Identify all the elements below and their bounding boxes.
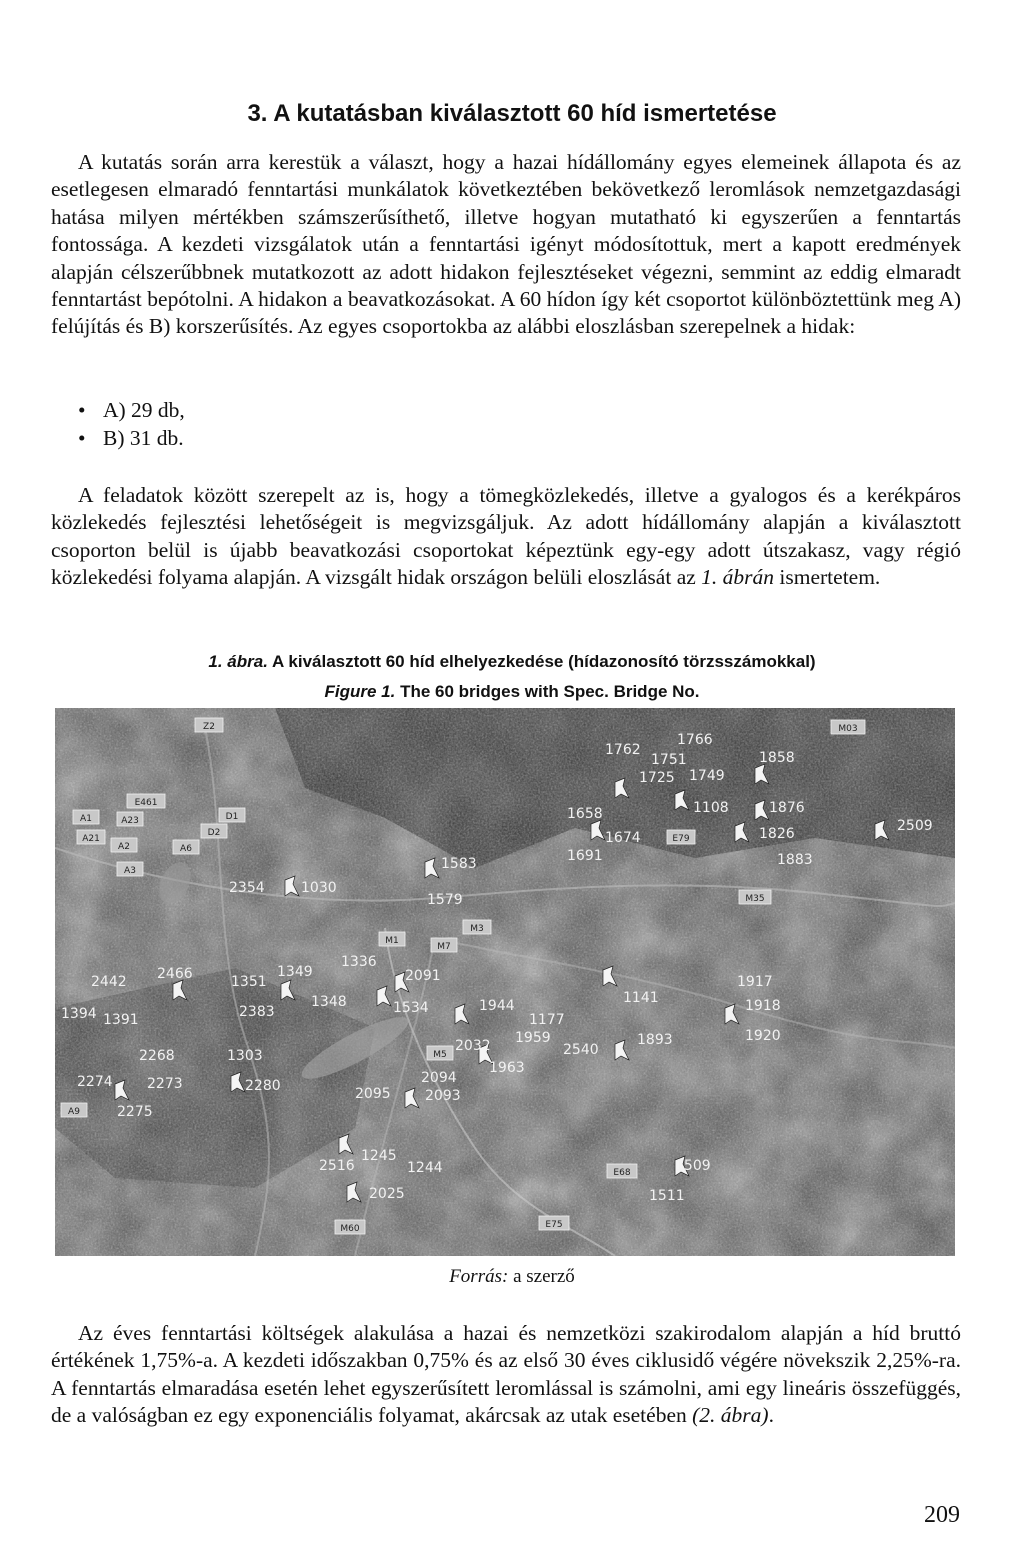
bridge-label: 1534 <box>393 1000 429 1016</box>
road-label: A9 <box>68 1107 80 1117</box>
road-label: M35 <box>745 894 765 904</box>
paragraph-intro: A kutatás során arra kerestük a választ, hogy a hazai hídállomány egyes elemeinek állapota és az esetlegesen elmaradó fenntartási munkálatok következtében bekövetkező leromlások nemzetgazdasági hatása milyen mértékben számszerűsíthető, illetve hogyan mutatható ki egyszerűen a fenntartás fontossága. A kezdeti vizsgálatok után a fenntartási igényt módosítottuk, mert a kapott eredmények alapján célszerűbbnek mutatkozott az adott hidakon fejlesztéseket végezni, semmint az eddig elmaradt fenntartást bepótolni. A hidakon a beavatkozásokat. A 60 hídon így két csoportot különböztettünk meg A) felújítás és B) korszerűsítés. Az egyes csoportokba az alábbi eloszlásban szerepelnek a hidak: <box>51 150 961 339</box>
road-label: A3 <box>124 866 136 876</box>
road-label: A21 <box>82 834 100 844</box>
bridge-label: 1509 <box>675 1158 711 1174</box>
section-title: 3. A kutatásban kiválasztott 60 híd ismertetése <box>247 100 777 127</box>
bridge-label: 2273 <box>147 1076 183 1092</box>
bridge-label: 1303 <box>227 1048 263 1064</box>
bridge-label: 2354 <box>229 880 265 896</box>
paragraph-tasks-end: ismertetem. <box>774 565 881 590</box>
bridge-label: 1751 <box>651 752 687 768</box>
paragraph-tasks-text: A feladatok között szerepelt az is, hogy a tömegközlekedés, illetve a gyalogos és a kerékpáros közlekedés fejlesztési lehetőségeit is megvizsgáljuk. Az adott hídállomány alapján a kiválasztott csoporton belül is újabb beavatkozási csoportokat képeztünk egy-egy adott útszakasz, vagy régió közlekedési folyama alapján. A vizsgált hidak országon belüli eloszlását az <box>51 483 961 590</box>
bridge-label: 2466 <box>157 966 193 982</box>
road-label: E79 <box>672 834 690 844</box>
figure-source <box>0 1266 1024 1288</box>
bridge-label: 1858 <box>759 750 795 766</box>
bridge-label: 1244 <box>407 1160 443 1176</box>
bullet-dot-icon: • <box>78 398 86 422</box>
bridge-label: 1658 <box>567 806 603 822</box>
paragraph-costs-text: Az éves fenntartási költségek alakulása a hazai és nemzetközi szakirodalom alapján a híd bruttó értékének 1,75%-a. A kezdeti időszakban 0,75% és az első 30 éves ciklusidő végére növekszik 2,25%-ra. A fenntartás elmaradása esetén lehet egyszerűsített leromlással is számolni, ami egy lineáris összefüggés, de a valóságban ez egy exponenciális folyamat, akárcsak az utak esetében <box>51 1321 961 1428</box>
paragraph-costs <box>51 1320 961 1430</box>
bridge-label: 1177 <box>529 1012 565 1028</box>
road-label: M03 <box>838 724 858 734</box>
bridge-label: 2093 <box>425 1088 461 1104</box>
bridge-label: 1349 <box>277 964 313 980</box>
road-label: E68 <box>613 1168 631 1178</box>
satellite-map-image <box>55 708 955 1256</box>
figure-caption-english <box>0 682 1024 702</box>
paragraph-costs-end: . <box>768 1403 774 1428</box>
bridge-label: 1691 <box>567 848 603 864</box>
road-label: A6 <box>180 844 192 854</box>
bridge-label: 1883 <box>777 852 813 868</box>
bullet-text: B) 31 db. <box>103 426 184 450</box>
bridge-label: 2268 <box>139 1048 175 1064</box>
bridge-label: 1893 <box>637 1032 673 1048</box>
bridge-label: 2442 <box>91 974 127 990</box>
bridge-label: 1876 <box>769 800 805 816</box>
road-label: D2 <box>207 828 221 838</box>
road-label: M7 <box>437 942 451 952</box>
source-text: a szerző <box>508 1266 575 1287</box>
bridge-label: 1918 <box>745 998 781 1014</box>
bullet-item-b <box>51 424 651 452</box>
figure-caption-text: A kiválasztott 60 híd elhelyezkedése (hídazonosító törzsszámokkal) <box>267 652 816 671</box>
bridge-label: 1917 <box>737 974 773 990</box>
bridge-label: 2032 <box>455 1038 491 1054</box>
bridge-label: 2094 <box>421 1070 457 1086</box>
road-label: E75 <box>545 1220 563 1230</box>
bridge-label: 1963 <box>489 1060 525 1076</box>
road-label: E461 <box>134 798 158 808</box>
road-label: Z2 <box>203 722 215 732</box>
bridge-label: 1351 <box>231 974 267 990</box>
bridge-label: 1579 <box>427 892 463 908</box>
road-label: M5 <box>433 1050 447 1060</box>
figure-reference: 1. ábrán <box>701 565 775 590</box>
road-label: M60 <box>340 1224 360 1234</box>
bridge-label: 2025 <box>369 1186 405 1202</box>
bridge-label: 1920 <box>745 1028 781 1044</box>
road-label: A23 <box>121 816 139 826</box>
bridge-label: 1336 <box>341 954 377 970</box>
bridge-label: 1749 <box>689 768 725 784</box>
bridge-label: 2540 <box>563 1042 599 1058</box>
bridge-label: 2516 <box>319 1158 355 1174</box>
bridge-label: 2095 <box>355 1086 391 1102</box>
bridge-label: 1766 <box>677 732 713 748</box>
bridge-label: 2383 <box>239 1004 275 1020</box>
bridge-label: 1674 <box>605 830 641 846</box>
bridge-label: 1583 <box>441 856 477 872</box>
bridge-label: 1394 <box>61 1006 97 1022</box>
bridge-label: 1391 <box>103 1012 139 1028</box>
bridge-label: 2091 <box>405 968 441 984</box>
bridge-label: 1725 <box>639 770 675 786</box>
road-label: M3 <box>470 924 484 934</box>
bridge-label: 2280 <box>245 1078 281 1094</box>
road-label: M1 <box>385 936 399 946</box>
bridge-label: 1141 <box>623 990 659 1006</box>
bullet-text: A) 29 db, <box>103 398 185 422</box>
road-label: D1 <box>225 812 239 822</box>
bridge-label: 1030 <box>301 880 337 896</box>
figure-caption-en-text: The 60 bridges with Spec. Bridge No. <box>395 682 700 701</box>
bridge-label: 1959 <box>515 1030 551 1046</box>
bullet-item-a <box>51 396 651 424</box>
bridge-label: 1245 <box>361 1148 397 1164</box>
bridge-label: 1108 <box>693 800 729 816</box>
bridge-label: 1944 <box>479 998 515 1014</box>
figure-reference: (2. ábra) <box>692 1403 769 1428</box>
figure-caption-label: 1. ábra. <box>208 652 268 671</box>
bridge-label: 1511 <box>649 1188 685 1204</box>
bridge-location-map <box>55 708 955 1256</box>
source-label: Forrás: <box>449 1266 509 1287</box>
page-number: 209 <box>924 1502 960 1528</box>
figure-caption-en-label: Figure 1. <box>324 682 396 701</box>
bridge-label: 2274 <box>77 1074 113 1090</box>
bridge-label: 2509 <box>897 818 933 834</box>
bullet-list <box>51 396 651 452</box>
road-label: A2 <box>118 842 130 852</box>
figure-caption <box>0 652 1024 672</box>
bridge-label: 2275 <box>117 1104 153 1120</box>
paragraph-tasks <box>51 482 961 592</box>
bullet-dot-icon: • <box>78 426 86 450</box>
bridge-label: 1826 <box>759 826 795 842</box>
road-label: A1 <box>80 814 92 824</box>
bridge-label: 1762 <box>605 742 641 758</box>
bridge-label: 1348 <box>311 994 347 1010</box>
